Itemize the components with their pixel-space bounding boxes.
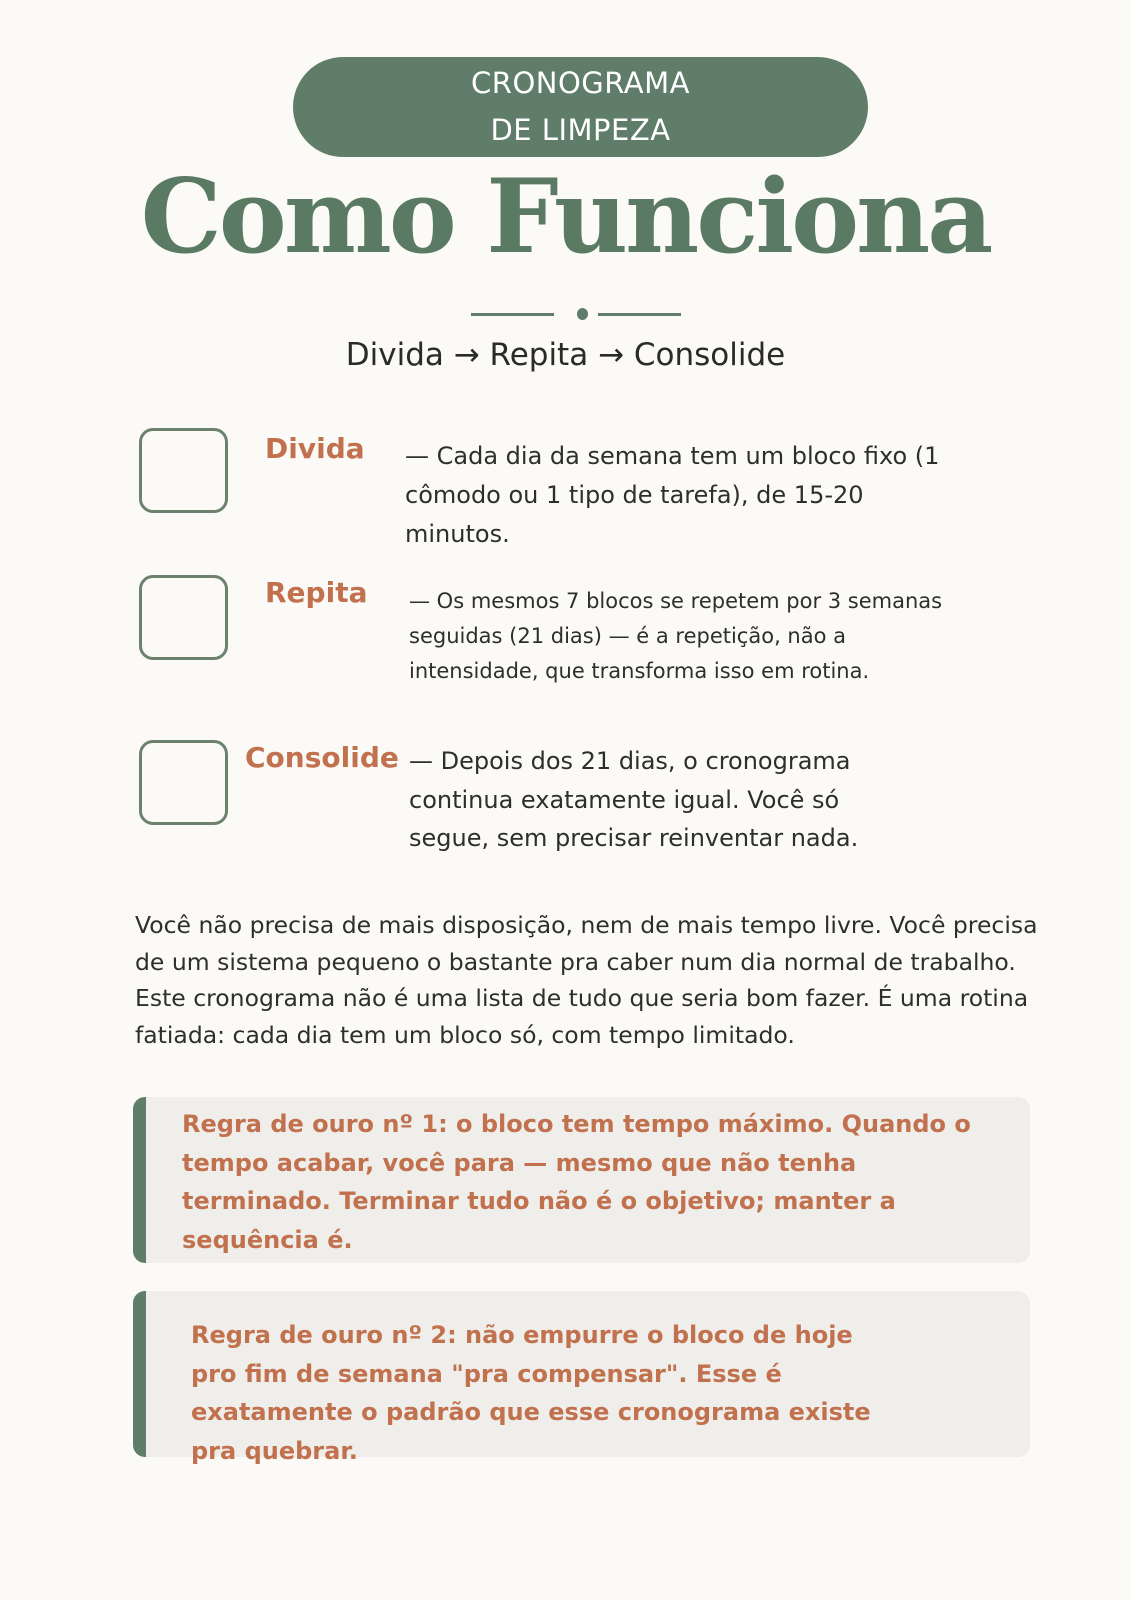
intro-paragraph: Você não precisa de mais disposição, nem de mais tempo livre. Você precisa de um sistema pequeno o bastante pra caber num dia normal de trabalho. Este cronograma não é uma lista de tudo que seria bom fazer. É uma rotina fatiada: cada dia tem um bloco só, com tempo limitado. (135, 911, 1038, 1049)
step-label-divida: Divida (265, 432, 365, 465)
checkbox-repita[interactable] (139, 575, 228, 660)
divider-line-right (598, 313, 681, 316)
step-desc-repita: — Os mesmos 7 blocos se repetem por 3 semanas seguidas (21 dias) — é a repetição, não a intensidade, que transforma isso em rotina. (409, 589, 943, 683)
step-label-consolide: Consolide (245, 741, 399, 774)
step-desc-divida: — Cada dia da semana tem um bloco fixo (1 cômodo ou 1 tipo de tarefa), de 15-20 minutos. (405, 442, 940, 548)
divider-dot (577, 308, 588, 320)
subtitle: Divida → Repita → Consolide (345, 337, 786, 373)
title-badge (293, 57, 868, 157)
step-desc-consolide: — Depois dos 21 dias, o cronograma continua exatamente igual. Você só segue, sem precisar reinventar nada. (409, 747, 859, 852)
step-label-repita: Repita (265, 576, 368, 609)
golden-rule-1-text: Regra de ouro nº 1: o bloco tem tempo máximo. Quando o tempo acabar, você para — mesmo que não tenha terminado. Terminar tudo não é o objetivo; manter a sequência é. (182, 1110, 971, 1254)
page-title: Como Funciona (140, 157, 991, 277)
checkbox-divida[interactable] (139, 428, 228, 513)
golden-rule-2-text: Regra de ouro nº 2: não empurre o bloco de hoje pro fim de semana "pra compensar". Esse é exatamente o padrão que esse cronograma existe pra quebrar. (191, 1321, 871, 1465)
badge-line-1: CRONOGRAMA (471, 66, 690, 100)
checkbox-consolide[interactable] (139, 740, 228, 825)
divider-line-left (471, 313, 554, 316)
badge-line-2: DE LIMPEZA (490, 113, 671, 147)
